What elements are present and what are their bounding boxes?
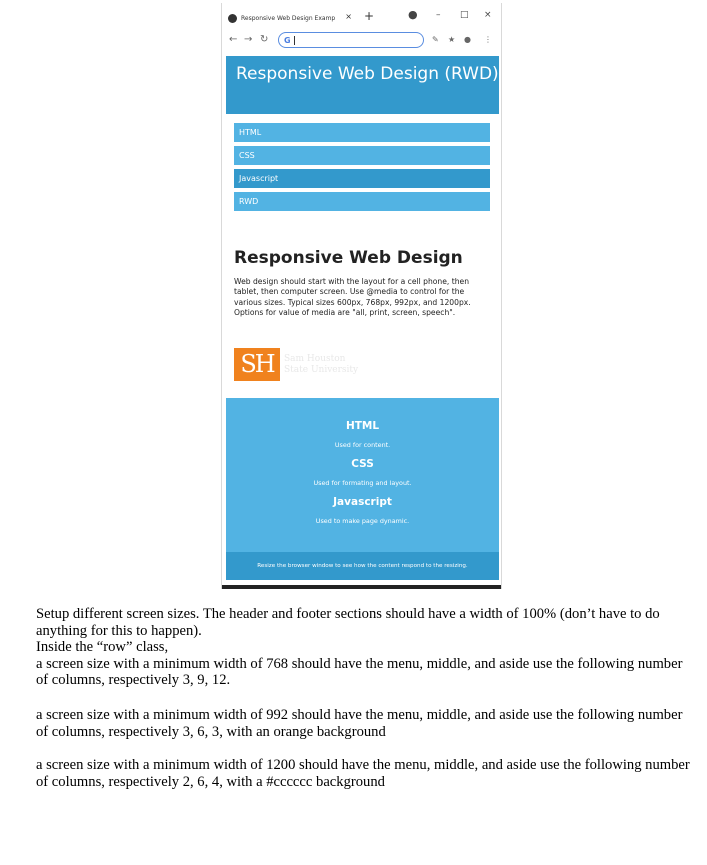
instruction-1200: a screen size with a minimum width of 1200 should have the menu, middle, and aside use the following number of columns, respectively 2, 6, 4, with a #cccccc background [36,757,690,790]
browser-tab[interactable] [228,9,356,27]
instruction-block-2 [36,707,696,740]
footer-text: Resize the browser window to see how the content respond to the resizing. [257,563,468,569]
forward-arrow-icon[interactable]: → [244,34,253,45]
aside-title-html: HTML [345,420,380,432]
aside-panel [226,398,499,552]
navigation-bar [222,29,501,53]
back-arrow-icon[interactable]: ← [229,34,238,45]
tab-close-button[interactable]: × [345,12,352,21]
tab-title: Responsive Web Design Examp [241,14,336,22]
logo-name [284,354,358,376]
aside-title-css: CSS [351,458,374,470]
account-icon[interactable]: ● [464,35,471,44]
logo-mark: SH [234,348,280,381]
aside-text-javascript: Used to make page dynamic. [315,517,410,525]
profile-icon[interactable]: ● [408,8,418,21]
edit-icon[interactable]: ✎ [432,35,439,44]
aside-text-css: Used for formating and layout. [313,479,412,487]
instruction-992: a screen size with a minimum width of 992 should have the menu, middle, and aside use the following number of columns, respectively 3, 6, 3, with an orange background [36,707,683,740]
address-bar[interactable] [278,32,424,48]
page-header [226,56,499,114]
screenshot-bottom-border [222,585,502,589]
logo-name-line1: Sam Houston [284,353,346,364]
globe-icon [228,14,237,23]
reload-icon[interactable]: ↻ [260,34,269,45]
logo-name-line2: State University [284,364,359,375]
aside-text-html: Used for content. [334,441,391,449]
instruction-setup: Setup different screen sizes. The header and footer sections should have a width of 100% (don’t have to do anything for this to happen). [36,606,660,639]
university-logo [234,348,358,381]
minimize-button[interactable]: – [436,10,441,20]
main-content [234,247,492,319]
instruction-768: a screen size with a minimum width of 768 should have the menu, middle, and aside use the following number of columns, respectively 3, 9, 12. [36,655,683,689]
text-cursor [294,36,295,45]
menu-item-rwd[interactable]: RWD [234,192,490,211]
side-menu [234,123,490,215]
header-title: Responsive Web Design (RWD) [236,64,499,84]
new-tab-button[interactable]: + [364,9,375,23]
browser-screenshot [221,3,502,589]
aside-title-javascript: Javascript [333,496,392,508]
tab-bar [222,3,501,29]
menu-item-javascript[interactable]: Javascript [234,169,490,188]
google-icon: G [284,35,291,45]
instruction-block-3 [36,757,696,790]
instruction-block-1 [36,606,696,689]
extension-icon[interactable]: ★ [448,35,456,44]
maximize-button[interactable]: □ [460,10,469,20]
page-footer [226,552,499,580]
main-paragraph: Web design should start with the layout for a cell phone, then tablet, then computer screen. Use @media to control for the various sizes. Typical sizes 600px, 768px, 992px, and 1200px. Options for value of media are "all, print, screen, speech". [234,277,471,318]
instruction-row-class: Inside the “row” class, [36,639,169,656]
menu-dots-icon[interactable]: ⋮ [484,35,492,44]
menu-item-html[interactable]: HTML [234,123,490,142]
close-window-button[interactable]: × [484,10,492,20]
menu-item-css[interactable]: CSS [234,146,490,165]
main-heading: Responsive Web Design [234,248,463,268]
